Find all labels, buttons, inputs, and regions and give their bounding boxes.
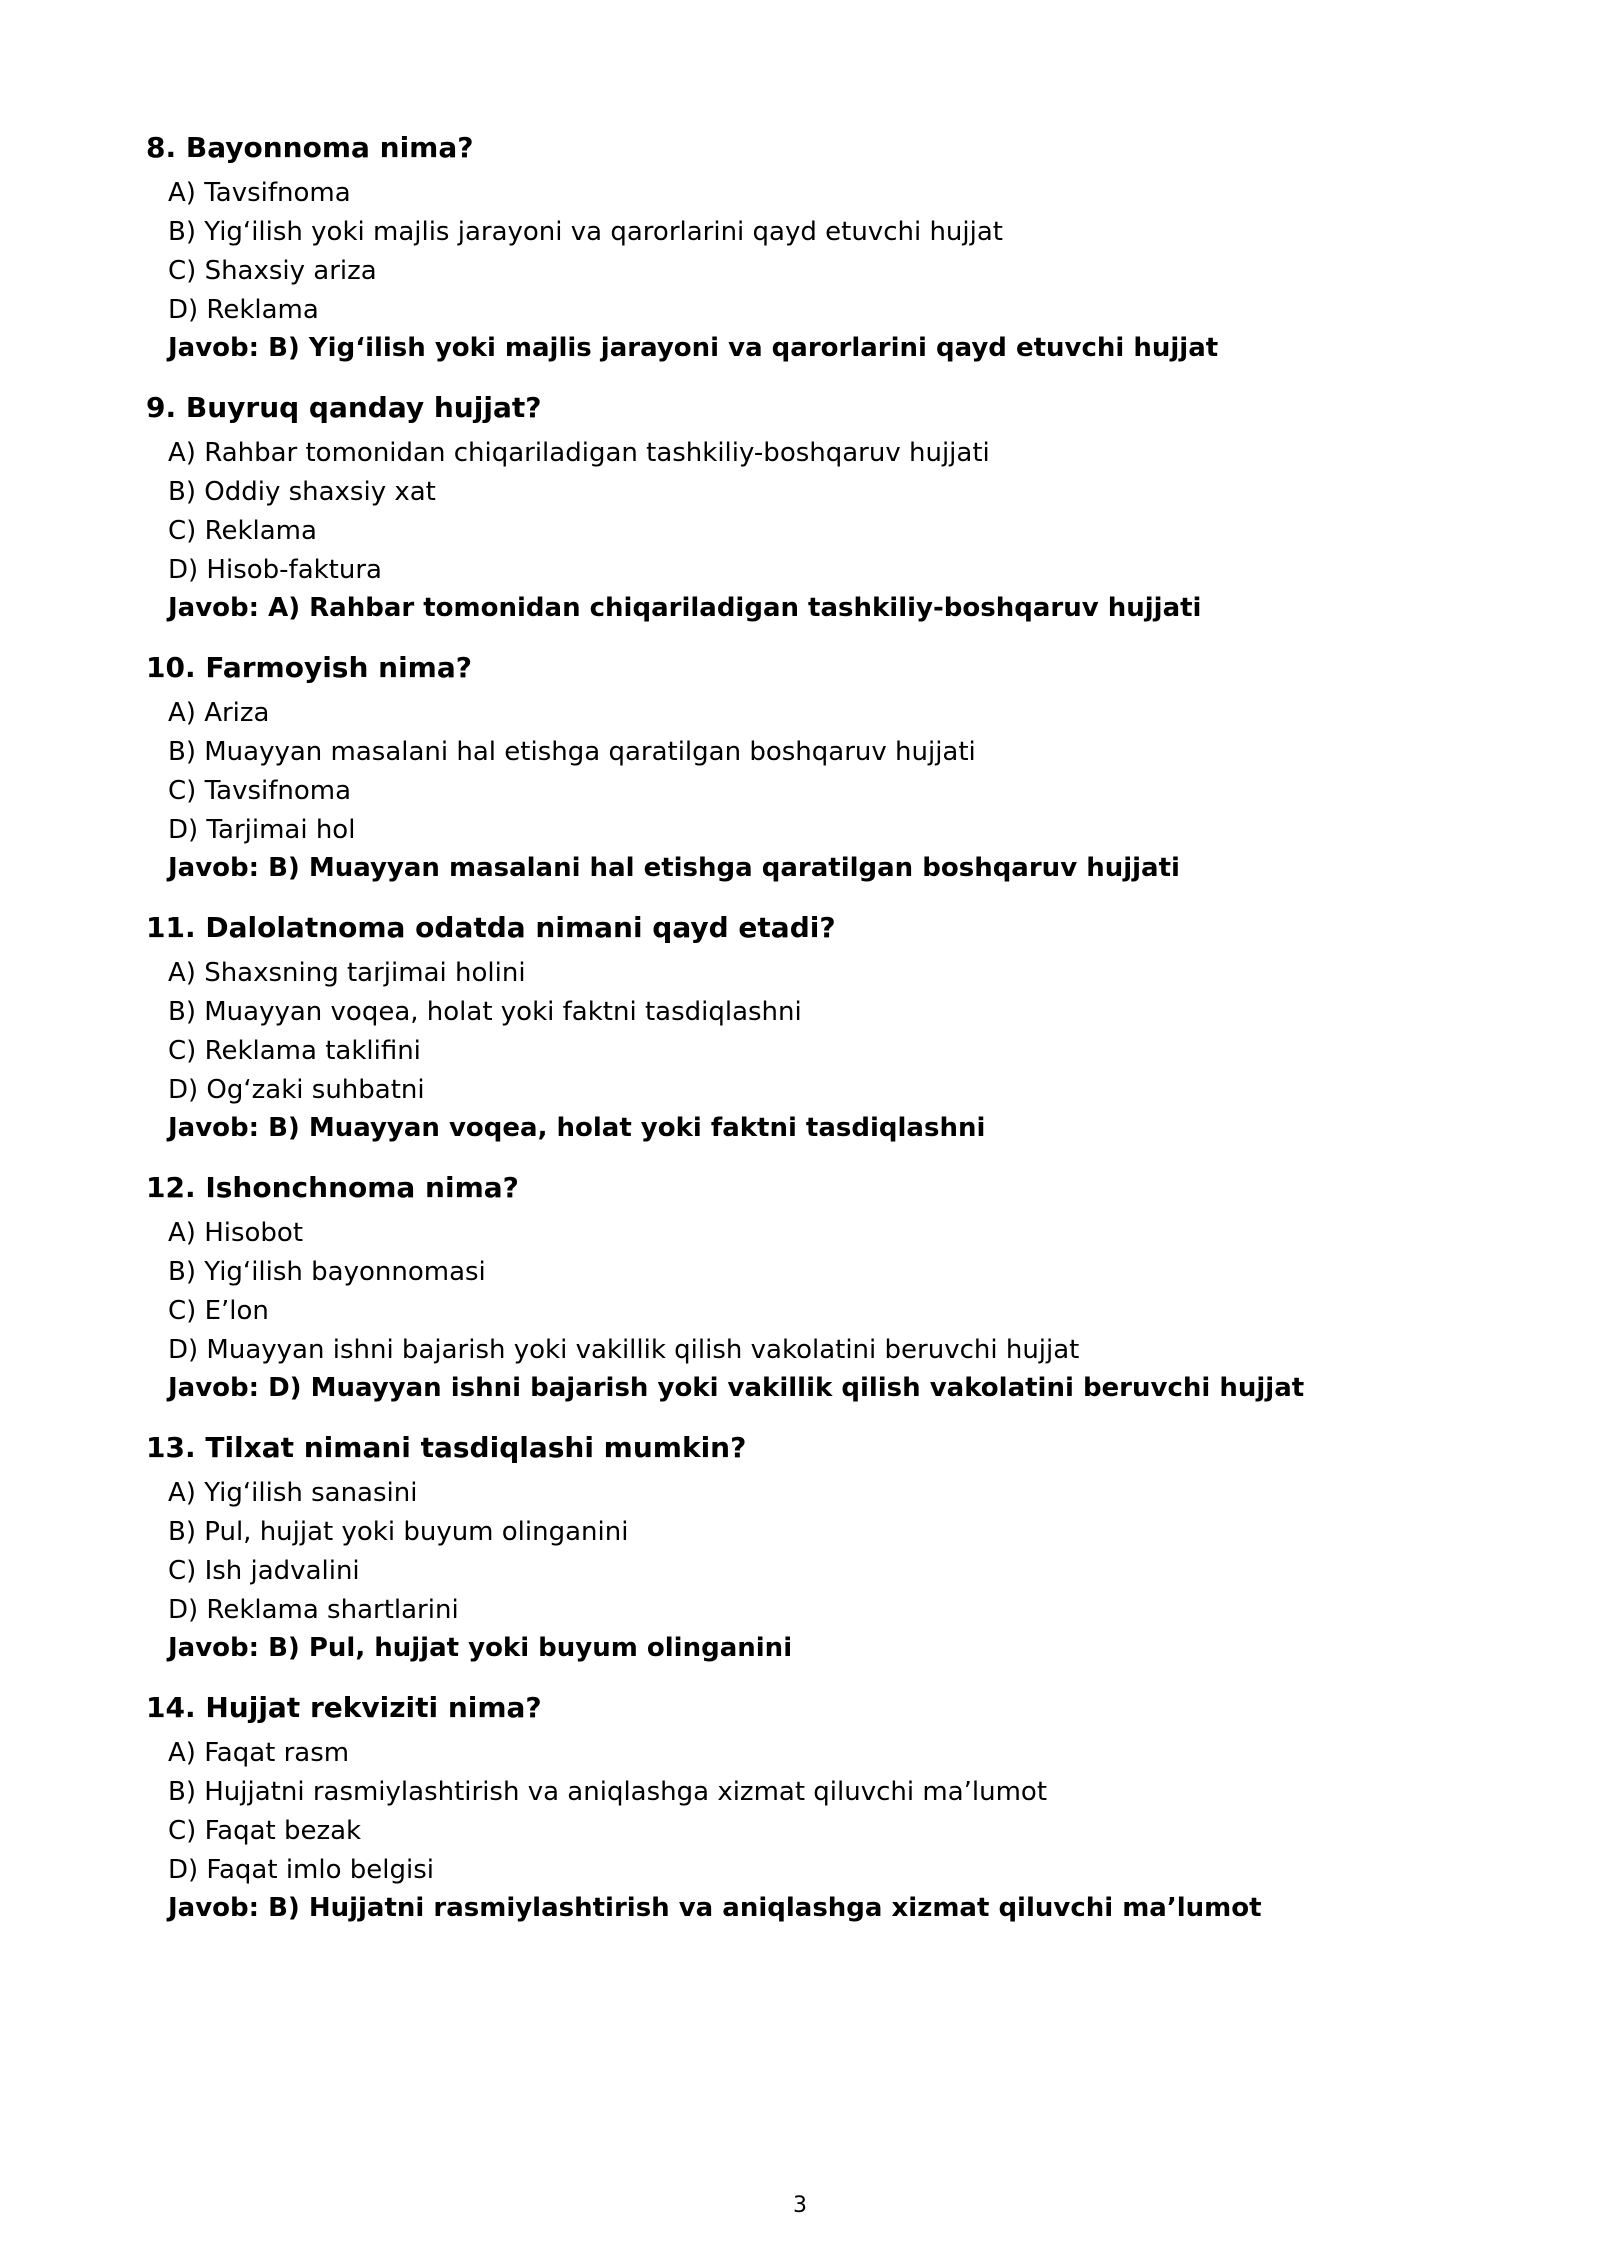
question-title: 11. Dalolatnoma odatda nimani qayd etadi? — [146, 911, 836, 944]
answer-option: B) Oddiy shaxsiy xat — [168, 477, 436, 507]
answer-option: D) Tarjimai hol — [168, 815, 356, 845]
answer-option: C) Reklama — [168, 516, 317, 546]
answer-option: D) Reklama shartlarini — [168, 1595, 459, 1625]
answer-option: A) Hisobot — [168, 1218, 304, 1248]
answer-option: D) Hisob-faktura — [168, 555, 382, 585]
answer-option: C) E’lon — [168, 1296, 269, 1326]
answer-option: B) Pul, hujjat yoki buyum olinganini — [168, 1517, 629, 1547]
answer-option: C) Shaxsiy ariza — [168, 256, 377, 286]
question-title: 9. Buyruq qanday hujjat? — [146, 391, 542, 424]
answer-option: A) Yig‘ilish sanasini — [168, 1478, 418, 1508]
answer-option: C) Faqat bezak — [168, 1816, 362, 1846]
answer-option: B) Hujjatni rasmiylashtirish va aniqlashga xizmat qiluvchi ma’lumot — [168, 1777, 1048, 1807]
answer-option: D) Muayyan ishni bajarish yoki vakillik qilish vakolatini beruvchi hujjat — [168, 1335, 1080, 1365]
correct-answer: Javob: B) Muayyan masalani hal etishga qaratilgan boshqaruv hujjati — [168, 853, 1180, 883]
correct-answer: Javob: B) Pul, hujjat yoki buyum olinganini — [168, 1633, 793, 1663]
answer-option: A) Rahbar tomonidan chiqariladigan tashkiliy-boshqaruv hujjati — [168, 438, 990, 468]
answer-option: A) Faqat rasm — [168, 1738, 350, 1768]
question-title: 14. Hujjat rekviziti nima? — [146, 1691, 542, 1724]
correct-answer: Javob: A) Rahbar tomonidan chiqariladigan tashkiliy-boshqaruv hujjati — [168, 593, 1202, 623]
correct-answer: Javob: D) Muayyan ishni bajarish yoki vakillik qilish vakolatini beruvchi hujjat — [168, 1373, 1305, 1403]
answer-option: A) Shaxsning tarjimai holini — [168, 958, 526, 988]
answer-option: D) Og‘zaki suhbatni — [168, 1075, 425, 1105]
question-title: 10. Farmoyish nima? — [146, 651, 472, 684]
correct-answer: Javob: B) Hujjatni rasmiylashtirish va aniqlashga xizmat qiluvchi ma’lumot — [168, 1893, 1262, 1923]
answer-option: B) Yig‘ilish yoki majlis jarayoni va qarorlarini qayd etuvchi hujjat — [168, 217, 1003, 247]
question-title: 12. Ishonchnoma nima? — [146, 1171, 519, 1204]
correct-answer: Javob: B) Yig‘ilish yoki majlis jarayoni va qarorlarini qayd etuvchi hujjat — [168, 333, 1219, 363]
answer-option: A) Tavsifnoma — [168, 178, 351, 208]
question-title: 13. Tilxat nimani tasdiqlashi mumkin? — [146, 1431, 747, 1464]
answer-option: B) Yig‘ilish bayonnomasi — [168, 1257, 486, 1287]
answer-option: A) Ariza — [168, 698, 270, 728]
answer-option: C) Reklama taklifini — [168, 1036, 421, 1066]
answer-option: B) Muayyan masalani hal etishga qaratilgan boshqaruv hujjati — [168, 737, 976, 767]
correct-answer: Javob: B) Muayyan voqea, holat yoki faktni tasdiqlashni — [168, 1113, 986, 1143]
page-number: 3 — [793, 2193, 807, 2218]
answer-option: C) Tavsifnoma — [168, 776, 352, 806]
answer-option: C) Ish jadvalini — [168, 1556, 360, 1586]
answer-option: D) Faqat imlo belgisi — [168, 1855, 434, 1885]
answer-option: B) Muayyan voqea, holat yoki faktni tasdiqlashni — [168, 997, 802, 1027]
question-title: 8. Bayonnoma nima? — [146, 131, 474, 164]
answer-option: D) Reklama — [168, 295, 319, 325]
